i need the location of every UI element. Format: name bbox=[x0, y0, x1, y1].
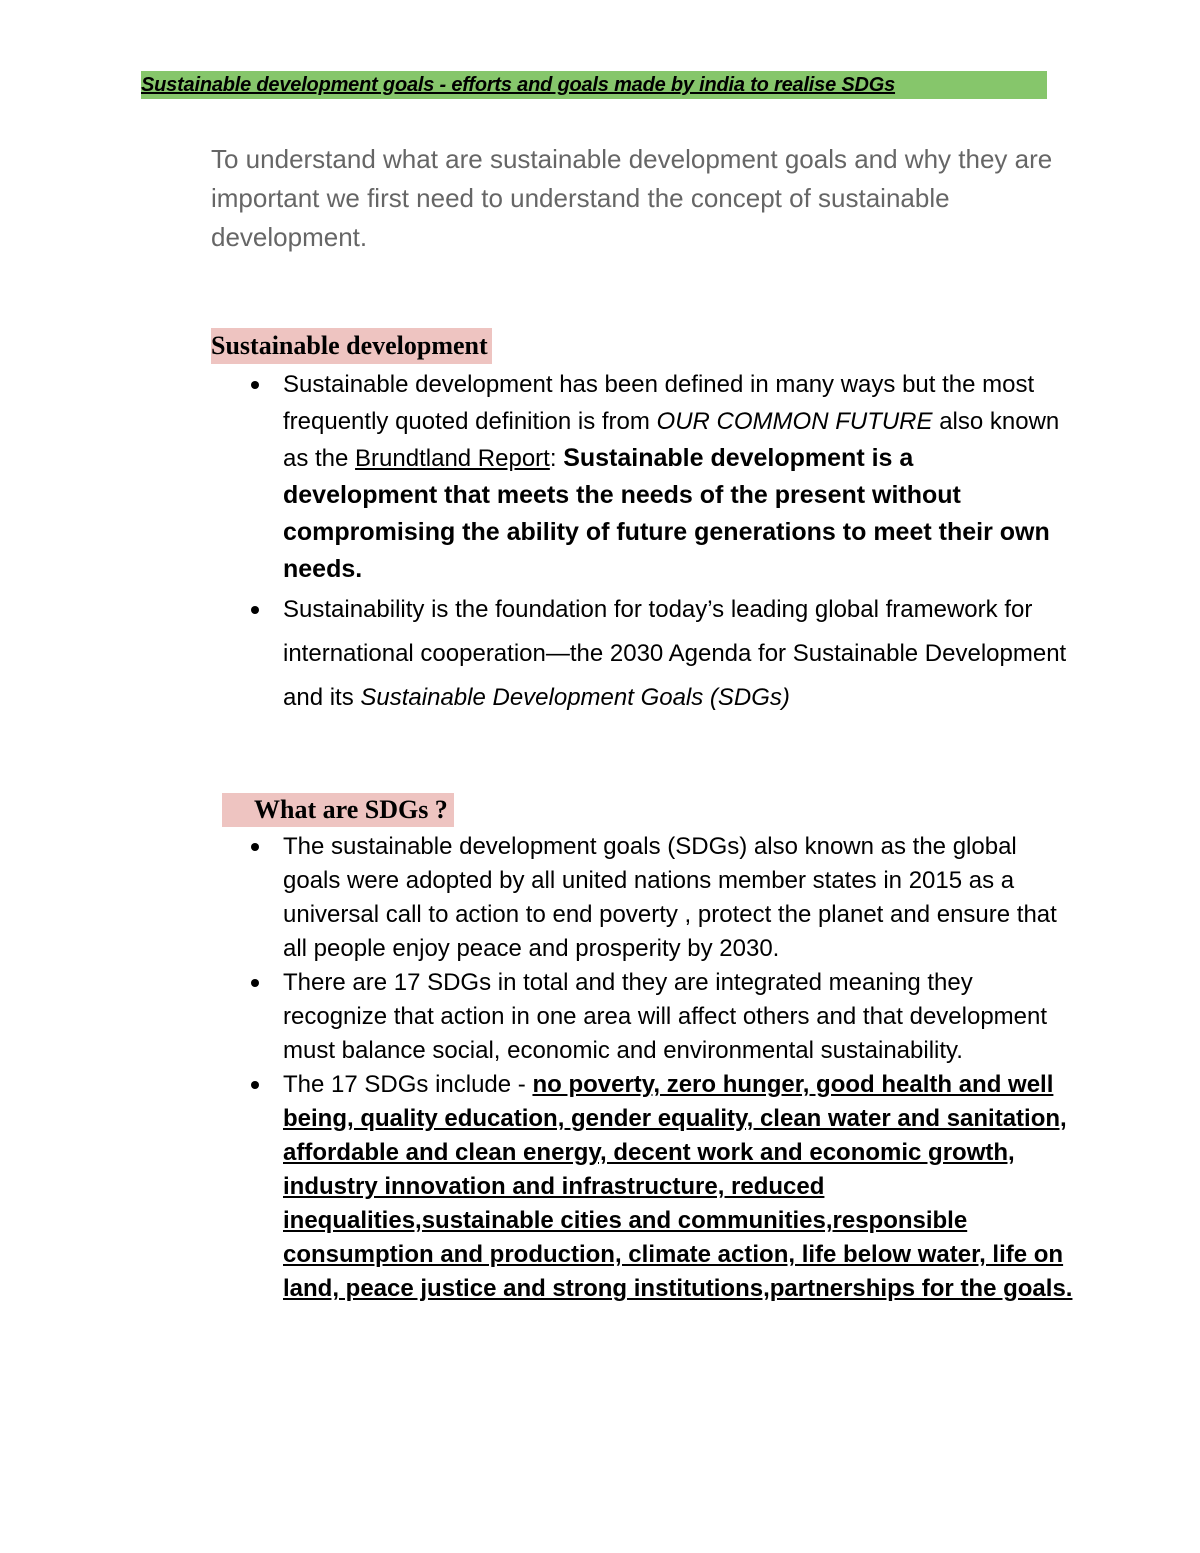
bullet-text: : bbox=[549, 445, 564, 472]
bullet-text: Sustainability is the foundation for today’s leading global framework for international cooperation—the 2030 Agenda for Sustainable Development and its bbox=[283, 596, 1067, 711]
section-heading-what-are-sdgs: What are SDGs ? bbox=[222, 793, 454, 827]
bullet-text: Sustainable development has been defined in many ways but the most frequently quoted definition is from bbox=[283, 371, 1035, 435]
bullet-text: also known as the bbox=[283, 408, 1060, 472]
document-title: Sustainable development goals - efforts and goals made by india to realise SDGs bbox=[141, 71, 1047, 99]
section-heading-sustainable-development: Sustainable development bbox=[211, 328, 492, 364]
book-title: OUR COMMON FUTURE bbox=[656, 408, 933, 435]
list-item: The sustainable development goals (SDGs) also known as the global goals were adopted by all united nations member states in 2015 as a universal call to action to end poverty , protect the planet and ensure that all people enjoy peace and prosperity by 2030. bbox=[283, 830, 1073, 966]
brundtland-report-link[interactable]: Brundtland Report bbox=[355, 445, 550, 472]
list-item bbox=[283, 366, 1073, 588]
definition-bold: Sustainable development is a development that meets the needs of the present without compromising the ability of future generations to meet their own needs. bbox=[283, 444, 1050, 583]
intro-paragraph: To understand what are sustainable development goals and why they are important we first need to understand the concept of sustainable development. bbox=[211, 144, 1053, 252]
list-item bbox=[283, 588, 1073, 720]
sdgs-list bbox=[283, 830, 1073, 1306]
sdgs-italic: Sustainable Development Goals (SDGs) bbox=[360, 684, 790, 711]
bullet-text: The 17 SDGs include - bbox=[283, 1071, 533, 1098]
sdg-goals-list: no poverty, zero hunger, good health and well being, quality education, gender equality, clean water and sanitation, affordable and clean energy, decent work and economic growth, industry innovation and infrastructure, reduced inequalities,sustainable cities and communities,responsible consumption and production, climate action, life below water, life on land, peace justice and strong institutions,partnerships for the goals. bbox=[283, 1071, 1073, 1302]
list-item bbox=[283, 1068, 1073, 1306]
sustainable-development-list bbox=[283, 366, 1073, 720]
list-item: There are 17 SDGs in total and they are integrated meaning they recognize that action in one area will affect others and that development must balance social, economic and environmental sustainability. bbox=[283, 966, 1073, 1068]
